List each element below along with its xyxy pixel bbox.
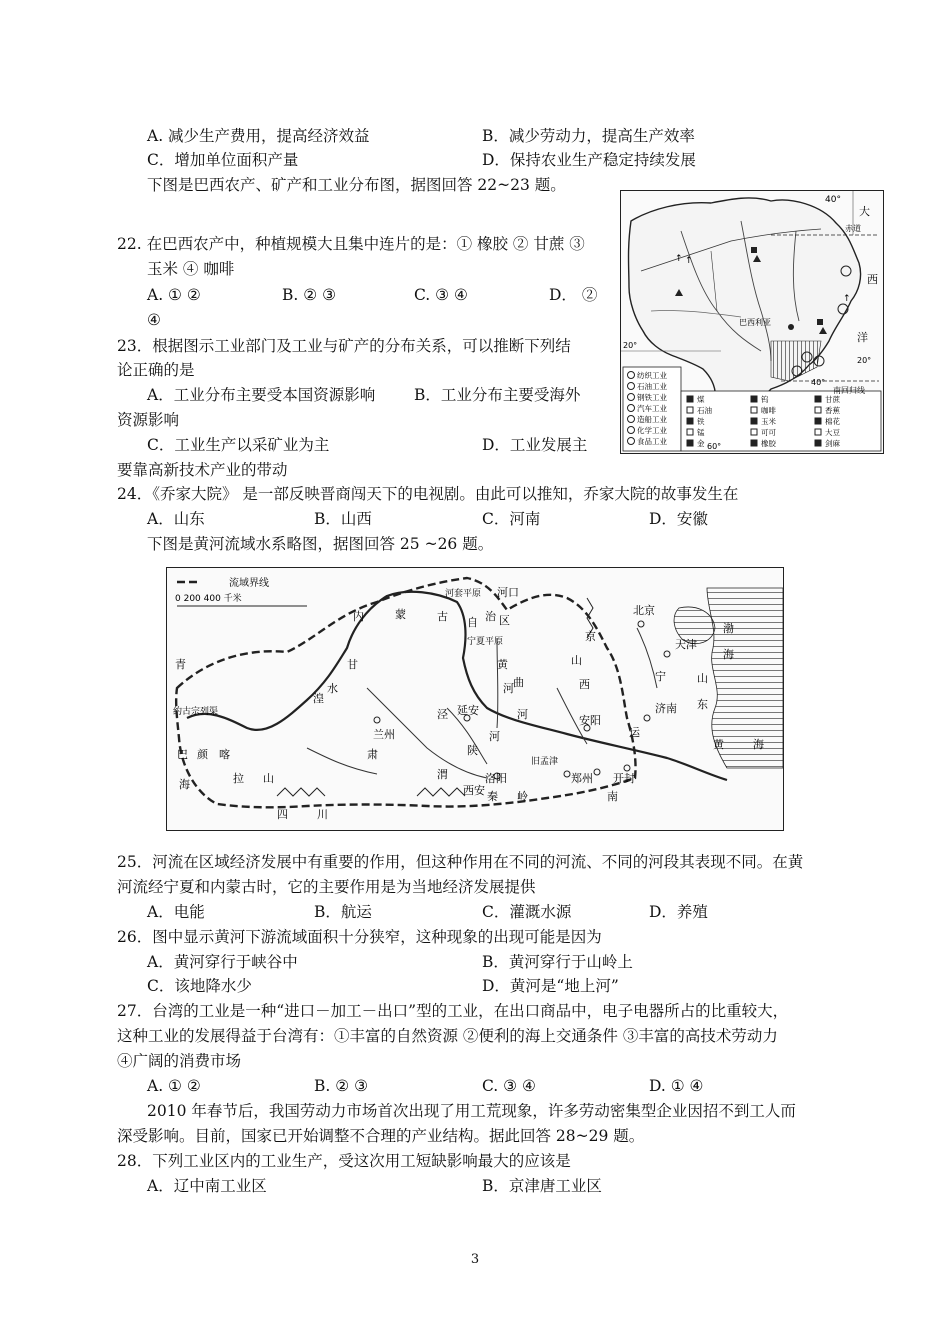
map-place-label: 治 bbox=[485, 610, 496, 623]
intro-25-26: 下图是黄河流域水系略图，据图回答 25 ~26 题。 bbox=[147, 535, 494, 553]
q24-option-a: A．山东 bbox=[147, 510, 205, 528]
map-place-label: 海 bbox=[179, 778, 190, 791]
legend-symbol-resource bbox=[751, 407, 757, 413]
q28-option-b: B．京津唐工业区 bbox=[482, 1177, 602, 1195]
map-label-equator: 赤道 bbox=[845, 224, 861, 233]
legend-symbol-resource bbox=[815, 396, 821, 402]
q23-option-b: B．工业分布主要受海外 bbox=[414, 386, 581, 404]
q24-option-c: C．河南 bbox=[482, 510, 541, 528]
map-place-label: 东 bbox=[697, 698, 708, 711]
svg-text:↑: ↑ bbox=[843, 294, 851, 304]
map-place-label: 天津 bbox=[675, 638, 697, 651]
q24-option-d: D．安徽 bbox=[649, 510, 708, 528]
q21-option-d: D．保持农业生产稳定持续发展 bbox=[482, 151, 696, 169]
legend-resource-label: 咖啡 bbox=[761, 406, 776, 415]
legend-resource-label: 玉米 bbox=[761, 417, 776, 426]
legend-symbol-resource bbox=[751, 440, 757, 446]
map-place-label: 内 bbox=[353, 610, 364, 623]
intro-28-29-line1: 2010 年春节后，我国劳动力市场首次出现了用工荒现象，许多劳动密集型企业因招不到工人而 bbox=[147, 1102, 796, 1120]
q27-option-a: A. ① ② bbox=[147, 1077, 201, 1095]
map-label-lat40: 40° bbox=[825, 195, 841, 205]
map-place-label: 京 bbox=[585, 630, 596, 643]
map-label-lon60: 60° bbox=[707, 442, 722, 451]
legend-industry-label: 造船工业 bbox=[637, 415, 667, 424]
q21-option-c: C．增加单位面积产量 bbox=[147, 151, 299, 169]
legend-resource-label: 石油 bbox=[697, 406, 712, 415]
map-place-label: 山 bbox=[697, 672, 708, 685]
map-place-label: 巴 bbox=[177, 748, 188, 761]
legend-symbol-resource bbox=[815, 407, 821, 413]
map-place-label: 山 bbox=[263, 772, 274, 785]
map-place-label: 河套平原 bbox=[445, 589, 482, 599]
map-place-label: 宁夏平原 bbox=[467, 637, 504, 647]
map-place-label: 开封 bbox=[613, 772, 635, 785]
map-place-label: 河口 bbox=[497, 586, 519, 599]
q28-option-a: A．辽中南工业区 bbox=[147, 1177, 267, 1195]
svg-text:↑: ↑ bbox=[685, 256, 693, 266]
map-place-label: 青 bbox=[175, 658, 186, 671]
map-place-label: 区 bbox=[499, 614, 510, 627]
q26-stem: 26．图中显示黄河下游流域面积十分狭窄，这种现象的出现可能是因为 bbox=[117, 928, 602, 946]
q27-stem-line1: 27．台湾的工业是一种“进口－加工－出口”型的工业，在出口商品中，电子电器所占的比重较大， bbox=[117, 1002, 789, 1020]
legend-industry-label: 食品工业 bbox=[637, 437, 667, 446]
map-place-label: 甘 bbox=[347, 658, 358, 671]
legend-resource-label: 橡胶 bbox=[761, 439, 776, 448]
q25-option-a: A．电能 bbox=[147, 903, 205, 921]
map-place-label: 洛阳 bbox=[485, 772, 507, 785]
map-place-label: 海 bbox=[723, 648, 734, 661]
intro-28-29-line2: 深受影响。目前，国家已开始调整不合理的产业结构。据此回答 28~29 题。 bbox=[117, 1127, 645, 1145]
q27-option-b: B. ② ③ bbox=[314, 1077, 368, 1095]
brazil-distribution-map bbox=[620, 190, 884, 454]
map-place-label: 水 bbox=[327, 682, 338, 695]
q26-option-b: B．黄河穿行于山岭上 bbox=[482, 953, 633, 971]
map-place-label: 曲 bbox=[513, 676, 524, 689]
q22-option-d-cont: ④ bbox=[147, 311, 161, 329]
map-place-label: 四 bbox=[277, 808, 288, 821]
q23-option-a: A．工业分布主要受本国资源影响 bbox=[147, 386, 376, 404]
map-place-label: 川 bbox=[317, 808, 328, 821]
legend-industry-label: 石油工业 bbox=[637, 382, 667, 391]
q25-stem-line1: 25．河流在区域经济发展中有重要的作用，但这种作用在不同的河流、不同的河段其表现不同。在黄 bbox=[117, 853, 804, 871]
map-place-label: 南 bbox=[607, 790, 618, 803]
map-label-lat20: 20° bbox=[623, 341, 638, 350]
legend-resource-label: 大豆 bbox=[825, 428, 840, 437]
map-place-label: 黄 bbox=[497, 658, 508, 671]
q22-option-d: D． ② bbox=[549, 286, 598, 304]
legend-symbol-resource bbox=[751, 396, 757, 402]
map-label-tropic: 南回归线 bbox=[833, 386, 865, 395]
legend-symbol-resource bbox=[687, 440, 693, 446]
q23-option-c: C．工业生产以采矿业为主 bbox=[147, 436, 330, 454]
map-place-label: 兰州 bbox=[373, 728, 395, 741]
map-place-label: 陕 bbox=[467, 744, 478, 757]
map-place-label: 旧孟津 bbox=[531, 757, 559, 767]
legend-industry-label: 纺织工业 bbox=[637, 371, 667, 380]
map-place-label: 渤 bbox=[723, 622, 734, 635]
map-place-label: 山 bbox=[571, 654, 582, 667]
legend-symbol-resource bbox=[687, 418, 693, 424]
map-place-label: 渭 bbox=[437, 768, 448, 781]
yellow-river-basin-map bbox=[166, 567, 784, 831]
legend-industry-label: 钢铁工业 bbox=[637, 393, 667, 402]
q27-stem-line2: 这种工业的发展得益于台湾有：①丰富的自然资源 ②便利的海上交通条件 ③丰富的高技术劳动力 bbox=[117, 1027, 778, 1045]
map-place-label: 西 bbox=[579, 678, 590, 691]
legend-resource-label: 香蕉 bbox=[825, 406, 840, 415]
q23-option-b-cont: 资源影响 bbox=[117, 411, 180, 429]
q26-option-a: A．黄河穿行于峡谷中 bbox=[147, 953, 298, 971]
legend-resource-label: 可可 bbox=[761, 428, 776, 437]
q28-stem: 28．下列工业区内的工业生产，受这次用工短缺影响最大的应该是 bbox=[117, 1152, 571, 1170]
map-place-label: 秦 bbox=[487, 790, 498, 803]
map-place-label: 河 bbox=[503, 682, 514, 695]
q23-stem-line2: 论正确的是 bbox=[117, 361, 195, 379]
map-place-label: 河 bbox=[517, 708, 528, 721]
map-place-label: 岭 bbox=[517, 790, 528, 803]
map-place-label: 湟 bbox=[313, 692, 324, 705]
q26-option-c: C．该地降水少 bbox=[147, 977, 252, 995]
q24-stem: 24．《乔家大院》 是一部反映晋商闯天下的电视剧。由此可以推知，乔家大院的故事发生在 bbox=[117, 485, 739, 503]
legend-resource-label: 甘蔗 bbox=[825, 395, 840, 404]
q25-option-c: C．灌溉水源 bbox=[482, 903, 572, 921]
q22-stem-line2: 玉米 ④ 咖啡 bbox=[147, 260, 235, 278]
map-place-label: 郑州 bbox=[571, 772, 593, 785]
legend-resource-label: 剑麻 bbox=[825, 439, 840, 448]
q27-option-c: C. ③ ④ bbox=[482, 1077, 536, 1095]
q25-option-d: D．养殖 bbox=[649, 903, 708, 921]
q22-option-a: A. ① ② bbox=[147, 286, 201, 304]
map-place-label: 约古宗列渠 bbox=[173, 707, 219, 717]
map-place-label: 拉 bbox=[233, 772, 244, 785]
map-place-label: 宁 bbox=[655, 670, 666, 683]
legend-resource-label: 铁 bbox=[697, 417, 705, 426]
page-number: 3 bbox=[470, 1252, 480, 1267]
map-place-label: 济南 bbox=[655, 702, 677, 715]
legend-industry-label: 化学工业 bbox=[637, 426, 667, 435]
q23-option-d-cont: 要靠高新技术产业的带动 bbox=[117, 461, 288, 479]
q22-stem-line1: 22. 在巴西农产中，种植规模大且集中连片的是：① 橡胶 ② 甘蔗 ③ bbox=[117, 235, 585, 253]
map-place-label: 颜 bbox=[197, 748, 208, 761]
yr-legend-line: 流域界线 bbox=[229, 578, 269, 589]
map-label-lat20-right: 20° bbox=[857, 356, 872, 365]
q23-option-d: D．工业发展主 bbox=[482, 436, 588, 454]
map-place-label: 古 bbox=[437, 610, 448, 623]
q27-option-d: D. ① ④ bbox=[649, 1077, 704, 1095]
map-label-da: 大 bbox=[859, 205, 870, 218]
map-place-label: 北京 bbox=[633, 604, 655, 617]
legend-symbol-resource bbox=[815, 429, 821, 435]
q25-option-b: B．航运 bbox=[314, 903, 372, 921]
map-place-label: 泾 bbox=[437, 708, 448, 721]
q21-option-b: B．减少劳动力，提高生产效率 bbox=[482, 127, 695, 145]
legend-resource-label: 煤 bbox=[697, 395, 705, 404]
q25-stem-line2: 河流经宁夏和内蒙古时，它的主要作用是为当地经济发展提供 bbox=[117, 878, 536, 896]
legend-symbol-resource bbox=[687, 407, 693, 413]
svg-text:↑: ↑ bbox=[675, 254, 683, 264]
map-label-lon40: 40° bbox=[811, 378, 826, 387]
legend-symbol-resource bbox=[751, 418, 757, 424]
map-place-label: 蒙 bbox=[395, 608, 406, 621]
legend-industry-label: 汽车工业 bbox=[637, 404, 667, 413]
legend-resource-label: 金 bbox=[697, 439, 705, 448]
map-place-label: 河 bbox=[489, 730, 500, 743]
map-place-label: 西安 bbox=[463, 784, 485, 797]
map-place-label: 黄 bbox=[713, 738, 724, 751]
legend-symbol-resource bbox=[687, 429, 693, 435]
map-place-label: 安阳 bbox=[579, 714, 601, 727]
map-place-label: 海 bbox=[753, 738, 764, 751]
map-label-capital: 巴西利亚 bbox=[739, 318, 771, 327]
map-place-label: 延安 bbox=[457, 704, 479, 717]
q23-stem-line1: 23．根据图示工业部门及工业与矿产的分布关系，可以推断下列结 bbox=[117, 337, 571, 355]
q24-option-b: B．山西 bbox=[314, 510, 372, 528]
map-place-label: 运 bbox=[629, 726, 640, 739]
map-label-xi: 西 bbox=[867, 273, 878, 286]
q26-option-d: D．黄河是“地上河” bbox=[482, 977, 619, 995]
legend-symbol-resource bbox=[687, 396, 693, 402]
map-place-label: 自 bbox=[467, 616, 478, 629]
legend-resource-label: 锰 bbox=[697, 428, 705, 437]
legend-resource-label: 棉花 bbox=[825, 417, 840, 426]
map-place-label: 喀 bbox=[219, 748, 230, 761]
legend-symbol-resource bbox=[815, 418, 821, 424]
q22-option-b: B. ② ③ bbox=[282, 286, 336, 304]
q27-stem-line3: ④广阔的消费市场 bbox=[117, 1052, 242, 1070]
legend-symbol-resource bbox=[815, 440, 821, 446]
intro-22-23: 下图是巴西农产、矿产和工业分布图，据图回答 22~23 题。 bbox=[147, 176, 566, 194]
q22-option-c: C. ③ ④ bbox=[414, 286, 468, 304]
map-place-label: 肃 bbox=[367, 748, 378, 761]
q21-option-a: A. 减少生产费用，提高经济效益 bbox=[147, 127, 370, 145]
legend-symbol-resource bbox=[751, 429, 757, 435]
legend-resource-label: 钨 bbox=[761, 395, 769, 404]
map-label-yang: 洋 bbox=[857, 331, 868, 344]
yr-scale: 0 200 400 千米 bbox=[175, 594, 242, 604]
